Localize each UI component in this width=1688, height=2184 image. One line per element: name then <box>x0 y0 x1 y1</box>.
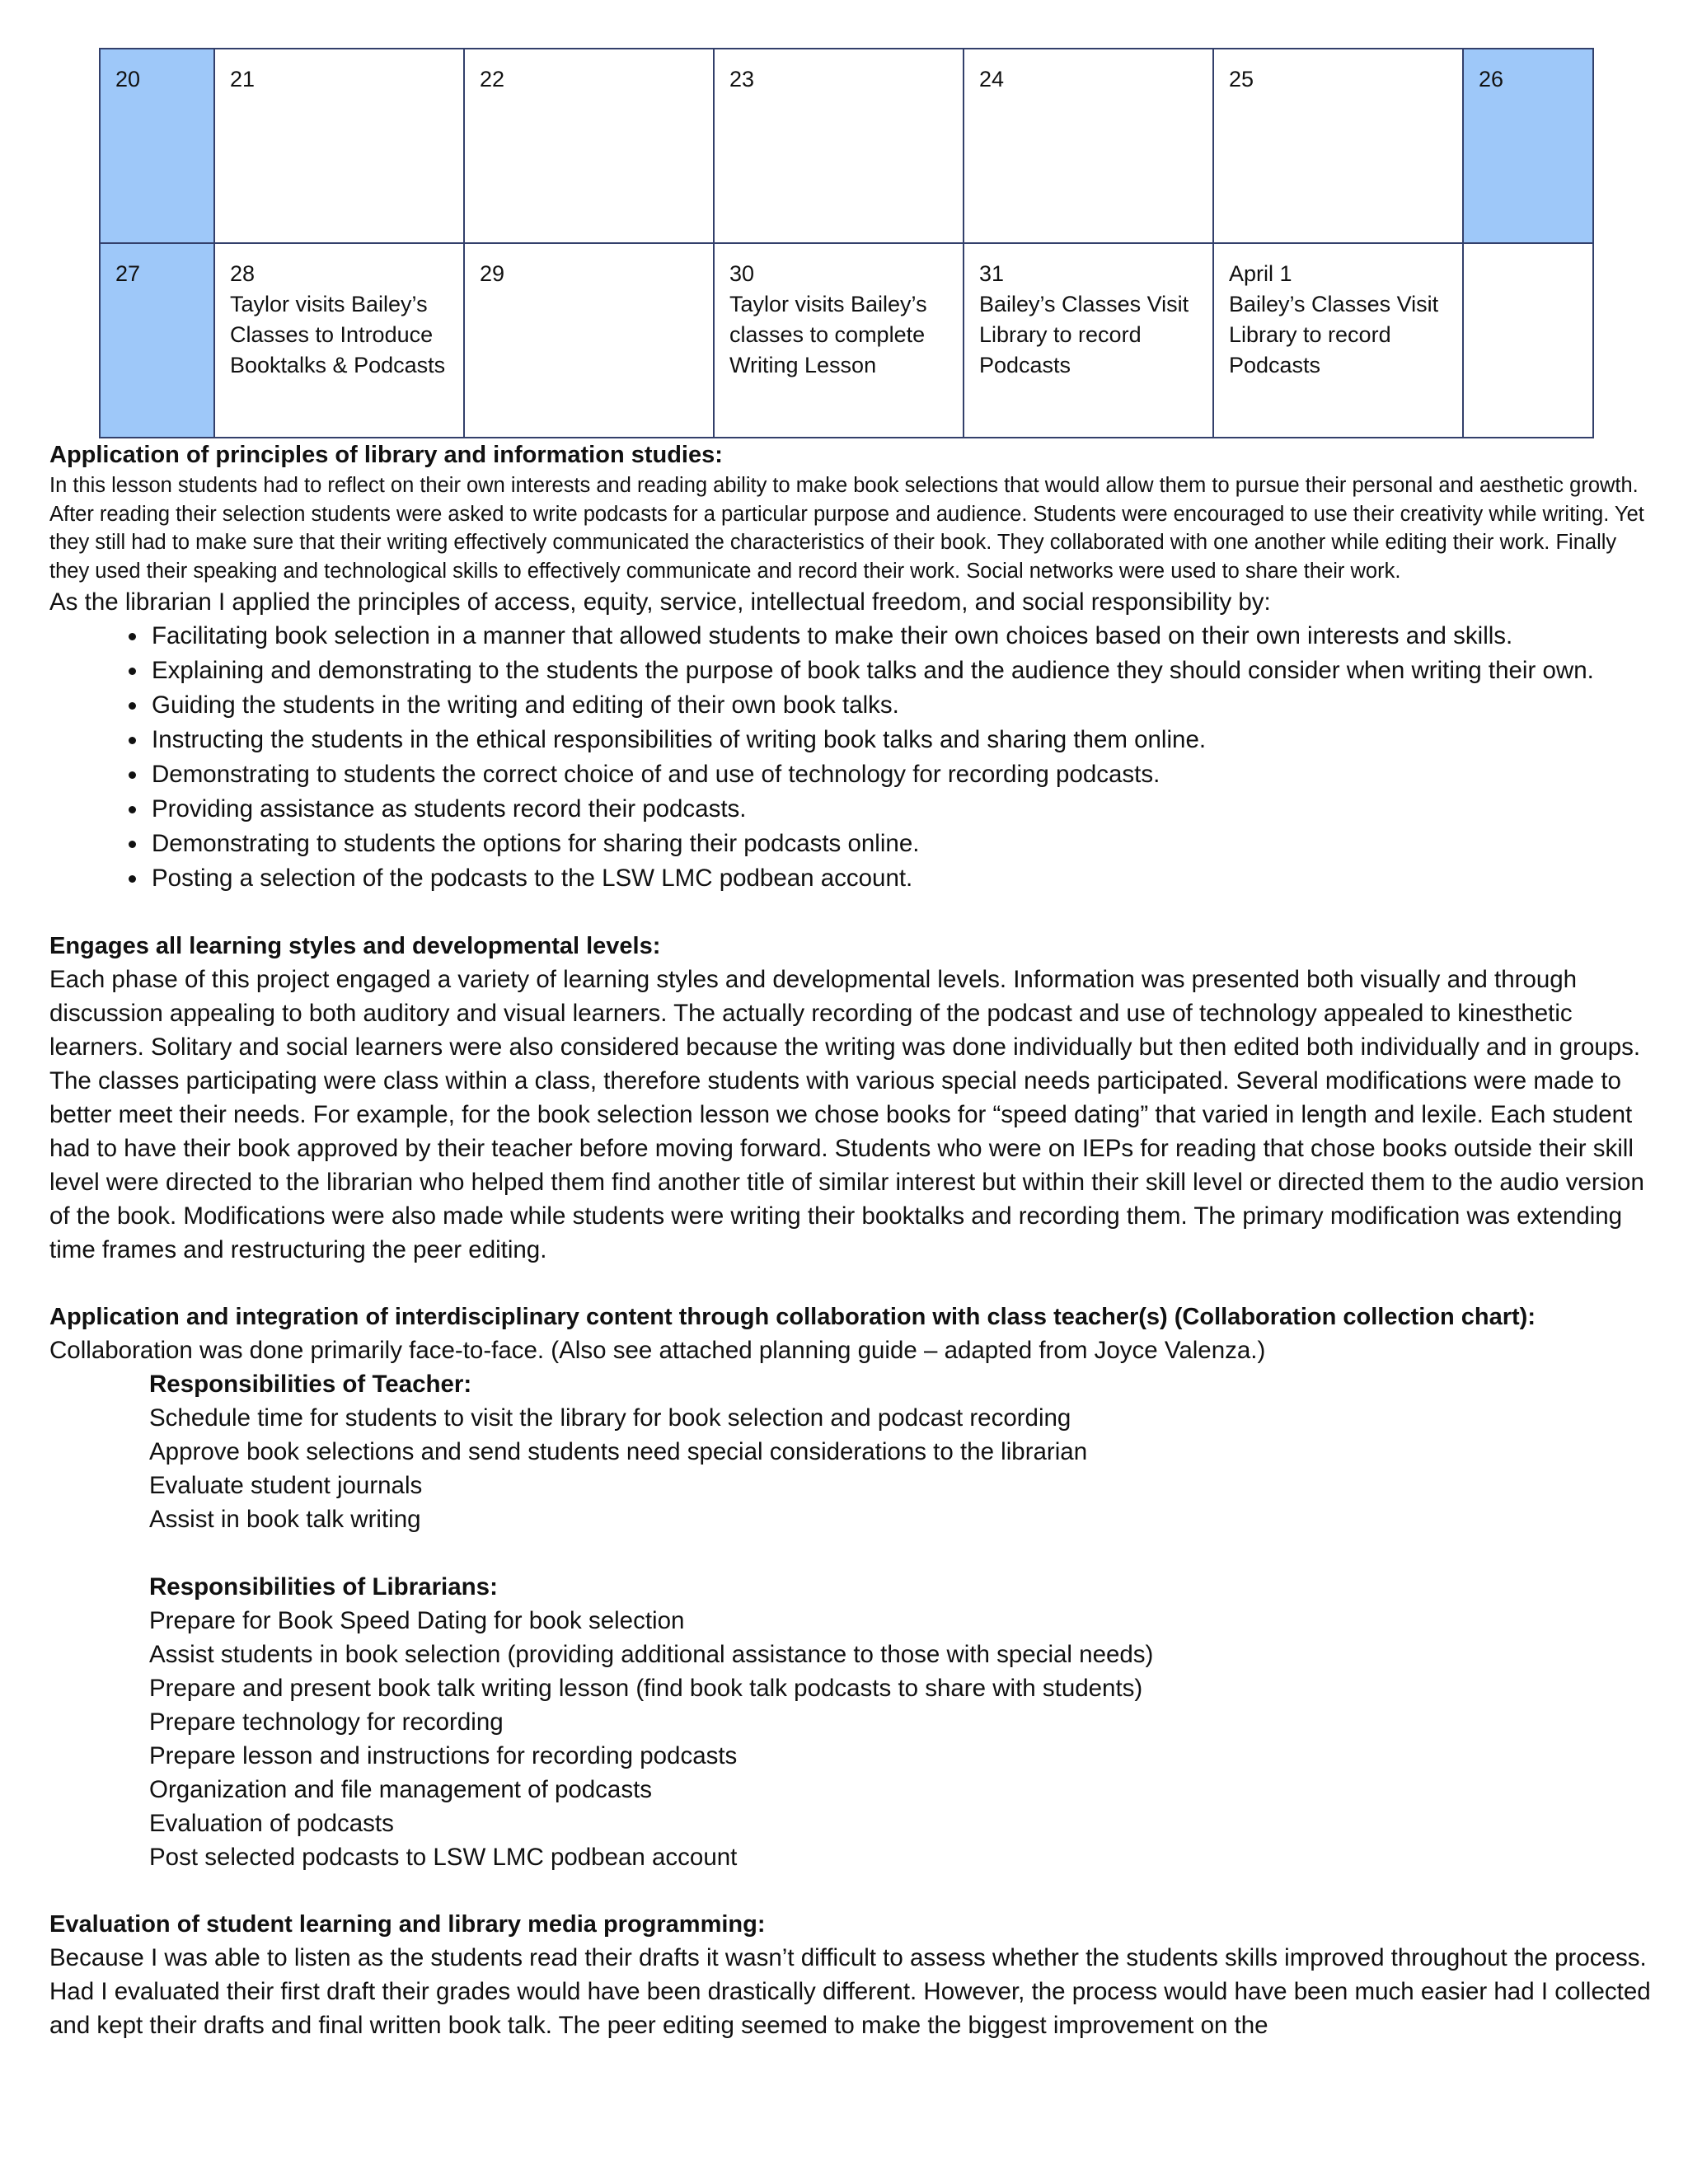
librarian-responsibilities <box>49 1570 1657 1874</box>
day-number: 28 <box>230 261 256 286</box>
list-item: • Guiding the students in the writing and editing of their own book talks. <box>148 688 1657 723</box>
calendar-table <box>99 48 1594 438</box>
learning-styles-paragraph: Each phase of this project engaged a variety of learning styles and developmental levels. Information was presented both visually and through discussion appealing to both auditory and visual learners. The actually recording of the podcast and use of technology appealed to kinesthetic learners. Solitary and social learners were also considered because the writing was done individually but then edited both individually and in groups. The classes participating were class within a class, therefore students with various special needs participated. Several modifications were made to better meet their needs. For example, for the book selection lesson we chose books for “speed dating” that varied in length and lexile. Each student had to have their book approved by their teacher before moving forward. Students who were on IEPs for reading that chose books outside their skill level were directed to the librarian who helped them find another title of similar interest but within their skill level or directed them to the audio version of the book. Modifications were also made while students were writing their booktalks and recording them. The primary modification was extending time frames and restructuring the peer editing. <box>49 966 1644 1263</box>
calendar-week-row <box>100 243 1593 438</box>
principles-intro: As the librarian I applied the principles of access, equity, service, intellectual freedom, and social responsibility by: <box>49 588 1271 616</box>
calendar-day <box>714 49 964 243</box>
list-item: Prepare for Book Speed Dating for book selection <box>149 1607 685 1634</box>
section-heading-collaboration: Application and integration of interdisciplinary content through collaboration with class teacher(s) (Collaboration collection chart): <box>49 1304 1536 1330</box>
day-number: 20 <box>115 67 141 91</box>
list-item: Evaluation of podcasts <box>149 1810 394 1837</box>
list-item: Assist in book talk writing <box>149 1506 421 1533</box>
list-item: Prepare technology for recording <box>149 1708 504 1736</box>
day-number: 30 <box>729 261 755 286</box>
day-number: 25 <box>1229 67 1254 91</box>
teacher-responsibilities-heading: Responsibilities of Teacher: <box>149 1371 472 1398</box>
section-heading-principles: Application of principles of library and information studies: <box>49 442 723 468</box>
day-number: 31 <box>979 261 1005 286</box>
list-item: • Facilitating book selection in a manner that allowed students to make their own choices based on their own interests and skills. <box>148 619 1657 654</box>
calendar-week-row <box>100 49 1593 243</box>
teacher-responsibilities <box>49 1367 1657 1536</box>
principles-bullet-list <box>49 619 1657 896</box>
librarian-responsibilities-heading: Responsibilities of Librarians: <box>149 1573 498 1601</box>
list-item: Schedule time for students to visit the library for book selection and podcast recording <box>149 1404 1071 1432</box>
list-item: Prepare and present book talk writing lesson (find book talk podcasts to share with students) <box>149 1675 1143 1702</box>
list-item: Organization and file management of podcasts <box>149 1776 653 1803</box>
day-event: Bailey’s Classes Visit Library to record Podcasts <box>1229 292 1439 377</box>
calendar-day <box>1213 49 1463 243</box>
calendar-day <box>464 49 714 243</box>
section-heading-evaluation: Evaluation of student learning and library media programming: <box>49 1911 766 1938</box>
list-item: Prepare lesson and instructions for recording podcasts <box>149 1742 738 1769</box>
calendar-day <box>214 243 464 438</box>
calendar-day <box>464 243 714 438</box>
section-heading-learning-styles: Engages all learning styles and developmental levels: <box>49 933 661 959</box>
calendar-day <box>100 243 214 438</box>
list-item: • Demonstrating to students the options for sharing their podcasts online. <box>148 827 1657 861</box>
evaluation-paragraph: Because I was able to listen as the students read their drafts it wasn’t difficult to assess whether the students skills improved throughout the process. Had I evaluated their first draft their grades would have been drastically different. However, the process would have been much easier had I collected and kept their drafts and final written book talk. The peer editing seemed to make the biggest improvement on the <box>49 1944 1651 2039</box>
list-item: Assist students in book selection (providing additional assistance to those with special needs) <box>149 1641 1154 1668</box>
day-event: Taylor visits Bailey’s Classes to Introduce Booktalks & Podcasts <box>230 292 446 377</box>
calendar-day <box>964 243 1213 438</box>
day-number: 29 <box>480 261 505 286</box>
day-number: April 1 <box>1229 261 1292 286</box>
day-number: 23 <box>729 67 755 91</box>
list-item: • Instructing the students in the ethical responsibilities of writing book talks and sharing them online. <box>148 723 1657 757</box>
day-number: 26 <box>1479 67 1504 91</box>
list-item: • Explaining and demonstrating to the students the purpose of book talks and the audience they should consider when writing their own. <box>148 654 1657 688</box>
list-item: Approve book selections and send students need special considerations to the librarian <box>149 1438 1088 1465</box>
list-item: Post selected podcasts to LSW LMC podbean account <box>149 1844 738 1871</box>
list-item: • Providing assistance as students record their podcasts. <box>148 792 1657 827</box>
list-item: Evaluate student journals <box>149 1472 423 1499</box>
collaboration-intro: Collaboration was done primarily face-to-face. (Also see attached planning guide – adapted from Joyce Valenza.) <box>49 1337 1266 1364</box>
day-event: Taylor visits Bailey’s classes to complete Writing Lesson <box>729 292 927 377</box>
calendar-day <box>964 49 1213 243</box>
calendar-day <box>714 243 964 438</box>
calendar-day <box>100 49 214 243</box>
calendar-day <box>1463 49 1593 243</box>
calendar-day <box>1463 243 1593 438</box>
list-item: • Posting a selection of the podcasts to the LSW LMC podbean account. <box>148 861 1657 896</box>
day-event: Bailey’s Classes Visit Library to record Podcasts <box>979 292 1189 377</box>
day-number: 24 <box>979 67 1005 91</box>
calendar-day <box>1213 243 1463 438</box>
day-number: 27 <box>115 261 141 286</box>
principles-paragraph: In this lesson students had to reflect on their own interests and reading ability to make book selections that would allow them to pursue their personal and aesthetic growth. After reading their selection students were asked to write podcasts for a particular purpose and audience. Students were encouraged to use their creativity while writing. Yet they still had to make sure that their writing effectively communicated the characteristics of their book. They collaborated with one another while editing their work. Finally they used their speaking and technological skills to effectively communicate and record their work. Social networks were used to share their work. <box>49 474 1644 583</box>
list-item: • Demonstrating to students the correct choice of and use of technology for recording podcasts. <box>148 757 1657 792</box>
day-number: 21 <box>230 67 256 91</box>
calendar-day <box>214 49 464 243</box>
day-number: 22 <box>480 67 505 91</box>
document-page <box>49 48 1657 2042</box>
